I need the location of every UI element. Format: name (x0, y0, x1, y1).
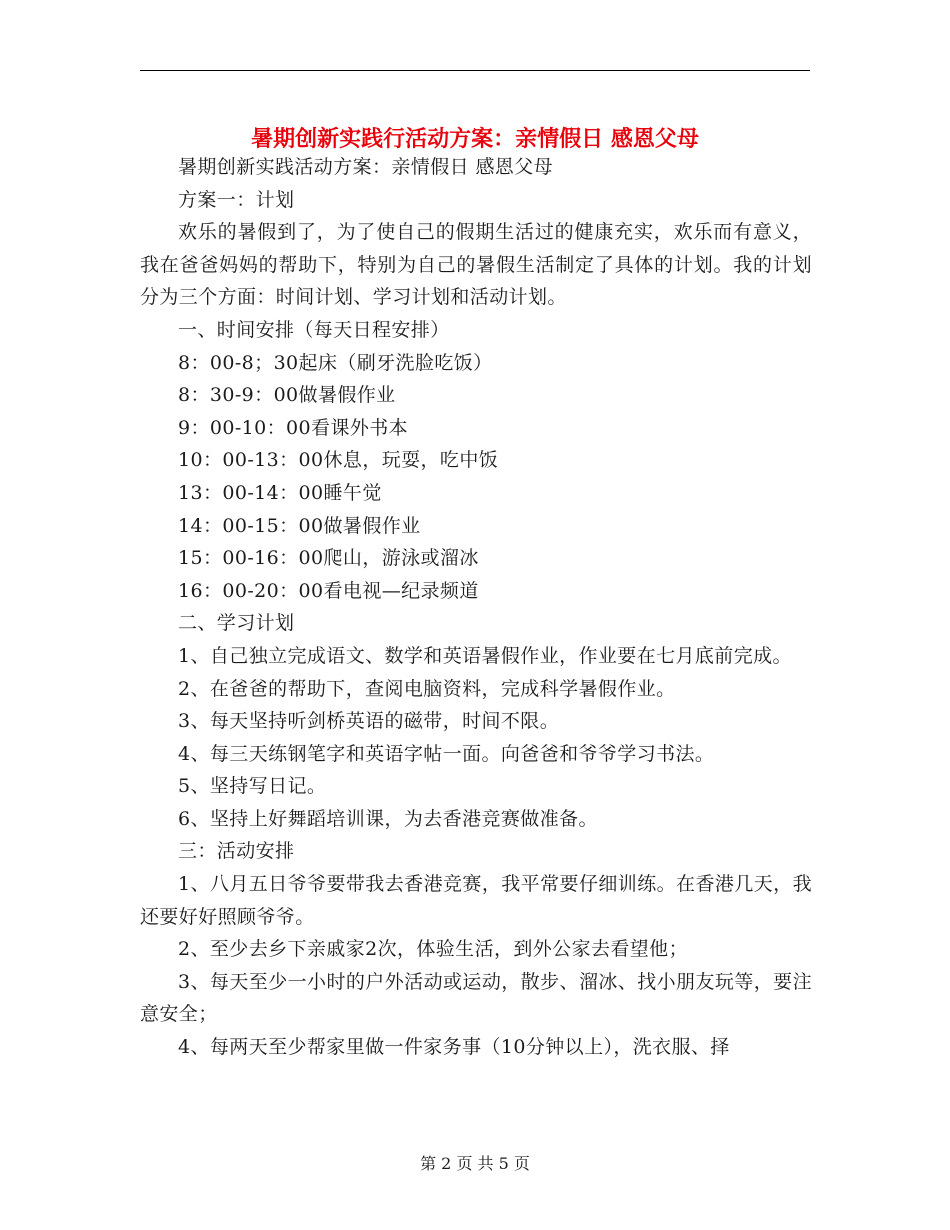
document-title: 暑期创新实践行活动方案：亲情假日 感恩父母 (251, 125, 699, 152)
schedule-item: 13：00-14：00睡午觉 (178, 481, 382, 504)
document-body (140, 151, 812, 1064)
list-item: 5、坚持写日记。 (178, 775, 327, 798)
schedule-item: 8：30-9：00做暑假作业 (178, 384, 396, 407)
list-item: 2、在爸爸的帮助下，查阅电脑资料，完成科学暑假作业。 (178, 677, 676, 700)
list-item: 3、每天至少一小时的户外活动或运动，散步、溜冰、找小朋友玩等，要注意安全； (140, 970, 812, 1026)
list-item: 6、坚持上好舞蹈培训课，为去香港竞赛做准备。 (178, 807, 598, 830)
schedule-item: 14：00-15：00做暑假作业 (178, 514, 421, 537)
list-item: 4、每两天至少帮家里做一件家务事（10分钟以上），洗衣服、择 (178, 1036, 730, 1059)
list-item: 1、自己独立完成语文、数学和英语暑假作业，作业要在七月底前完成。 (178, 644, 792, 667)
section-heading: 三：活动安排 (178, 840, 295, 863)
page-number-footer: 第 2 页 共 5 页 (420, 1154, 530, 1173)
schedule-item: 9：00-10：00看课外书本 (178, 416, 409, 439)
paragraph: 欢乐的暑假到了，为了使自己的假期生活过的健康充实，欢乐而有意义，我在爸爸妈妈的帮助下，特别为自己的暑假生活制定了具体的计划。我的计划分为三个方面：时间计划、学习计划和活动计划。 (140, 221, 812, 309)
list-item: 1、八月五日爷爷要带我去香港竞赛，我平常要仔细训练。在香港几天，我还要好好照顾爷爷。 (140, 873, 812, 928)
paragraph: 暑期创新实践活动方案：亲情假日 感恩父母 (178, 156, 554, 178)
paragraph: 一、时间安排（每天日程安排） (178, 318, 450, 341)
list-item: 4、每三天练钢笔字和英语字帖一面。向爸爸和爷爷学习书法。 (178, 742, 715, 765)
paragraph: 方案一：计划 (178, 188, 295, 211)
list-item: 2、至少去乡下亲戚家2次，体验生活，到外公家去看望他； (178, 938, 688, 961)
header-rule (140, 70, 810, 71)
schedule-item: 8：00-8；30起床（刷牙洗脸吃饭） (178, 351, 493, 374)
schedule-item: 16：00-20：00看电视—纪录频道 (178, 579, 479, 602)
list-item: 3、每天坚持听剑桥英语的磁带，时间不限。 (178, 710, 560, 733)
schedule-item: 15：00-16：00爬山，游泳或溜冰 (178, 547, 479, 570)
schedule-item: 10：00-13：00休息，玩耍，吃中饭 (178, 449, 499, 472)
section-heading: 二、学习计划 (178, 612, 295, 635)
